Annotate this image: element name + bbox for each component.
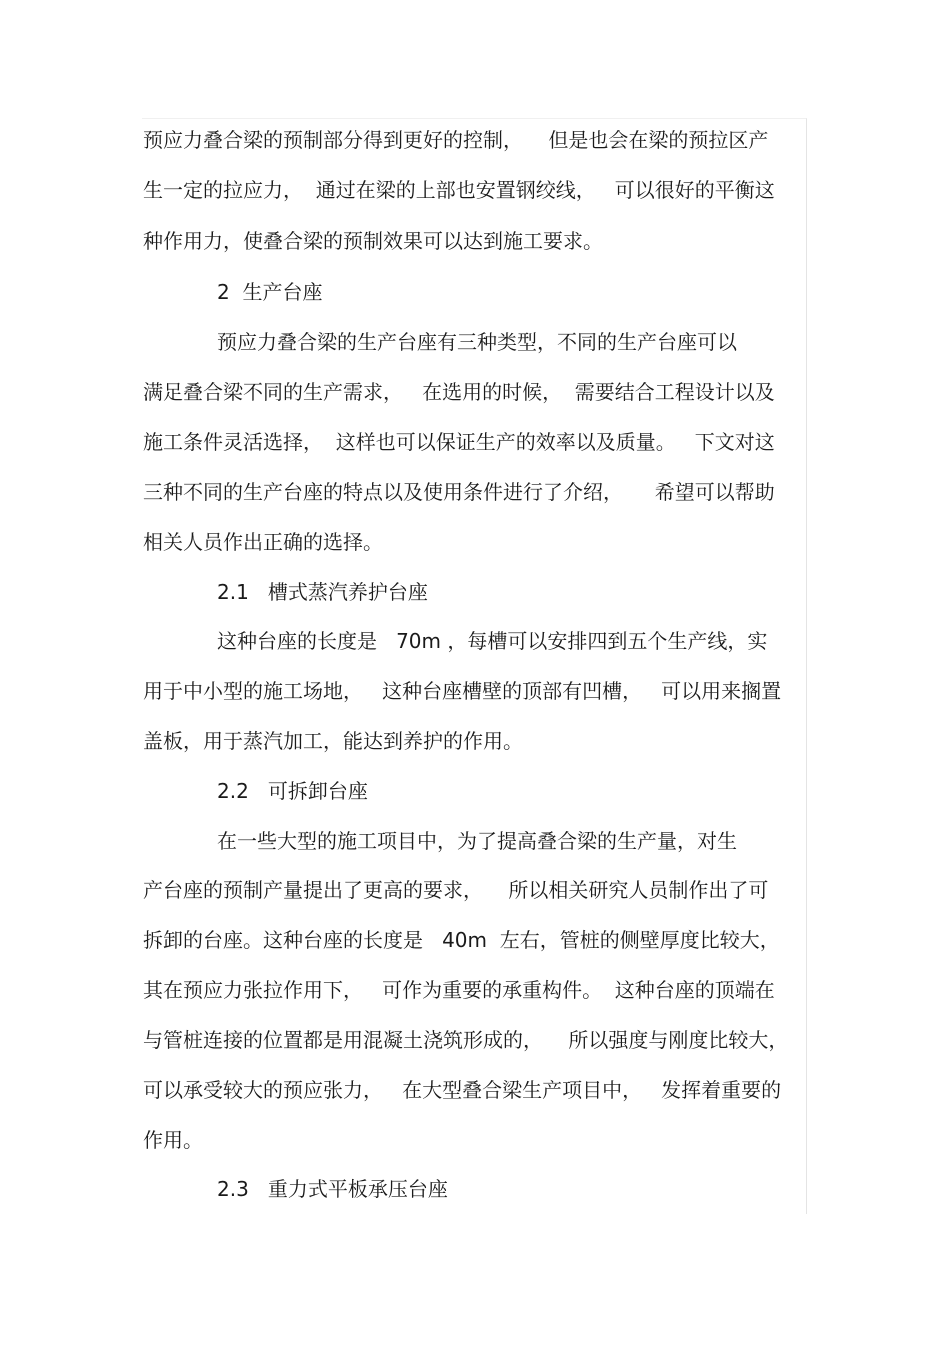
paragraph-line: 产台座的预制产量提出了更高的要求， 所以相关研究人员制作出了可 — [143, 878, 769, 902]
paragraph-line: 其在预应力张拉作用下， 可作为重要的承重构件。 这种台座的顶端在 — [143, 978, 775, 1002]
paragraph-line: 拆卸的台座。这种台座的长度是 40m 左右，管桩的侧壁厚度比较大， — [143, 928, 780, 952]
paragraph-line: 与管桩连接的位置都是用混凝土浇筑形成的， 所以强度与刚度比较大， — [143, 1028, 789, 1052]
section-heading-2-2: 2.2 可拆卸台座 — [217, 779, 368, 803]
paragraph-line: 预应力叠合梁的预制部分得到更好的控制， 但是也会在梁的预拉区产 — [143, 128, 769, 152]
paragraph-line: 种作用力，使叠合梁的预制效果可以达到施工要求。 — [143, 229, 603, 253]
paragraph-line: 用于中小型的施工场地， 这种台座槽壁的顶部有凹槽， 可以用来搁置 — [143, 679, 782, 703]
paragraph-line: 三种不同的生产台座的特点以及使用条件进行了介绍， 希望可以帮助 — [143, 480, 775, 504]
paragraph-line: 生一定的拉应力， 通过在梁的上部也安置钢绞线， 可以很好的平衡这 — [143, 178, 775, 202]
paragraph-line: 相关人员作出正确的选择。 — [143, 530, 383, 554]
paragraph-line: 作用。 — [143, 1128, 203, 1152]
paragraph-line: 这种台座的长度是 70m ，每槽可以安排四到五个生产线，实 — [217, 629, 768, 653]
section-heading-2-1: 2.1 槽式蒸汽养护台座 — [217, 580, 428, 604]
paragraph-line: 盖板，用于蒸汽加工，能达到养护的作用。 — [143, 729, 523, 753]
paragraph-line: 施工条件灵活选择， 这样也可以保证生产的效率以及质量。 下文对这 — [143, 430, 775, 454]
paragraph-line: 预应力叠合梁的生产台座有三种类型，不同的生产台座可以 — [217, 330, 737, 354]
section-heading-2-3: 2.3 重力式平板承压台座 — [217, 1177, 448, 1201]
paragraph-line: 可以承受较大的预应张力， 在大型叠合梁生产项目中， 发挥着重要的 — [143, 1078, 782, 1102]
paragraph-line: 在一些大型的施工项目中，为了提高叠合梁的生产量，对生 — [217, 829, 737, 853]
section-heading-2: 2 生产台座 — [217, 280, 323, 304]
paragraph-line: 满足叠合梁不同的生产需求， 在选用的时候， 需要结合工程设计以及 — [143, 380, 775, 404]
